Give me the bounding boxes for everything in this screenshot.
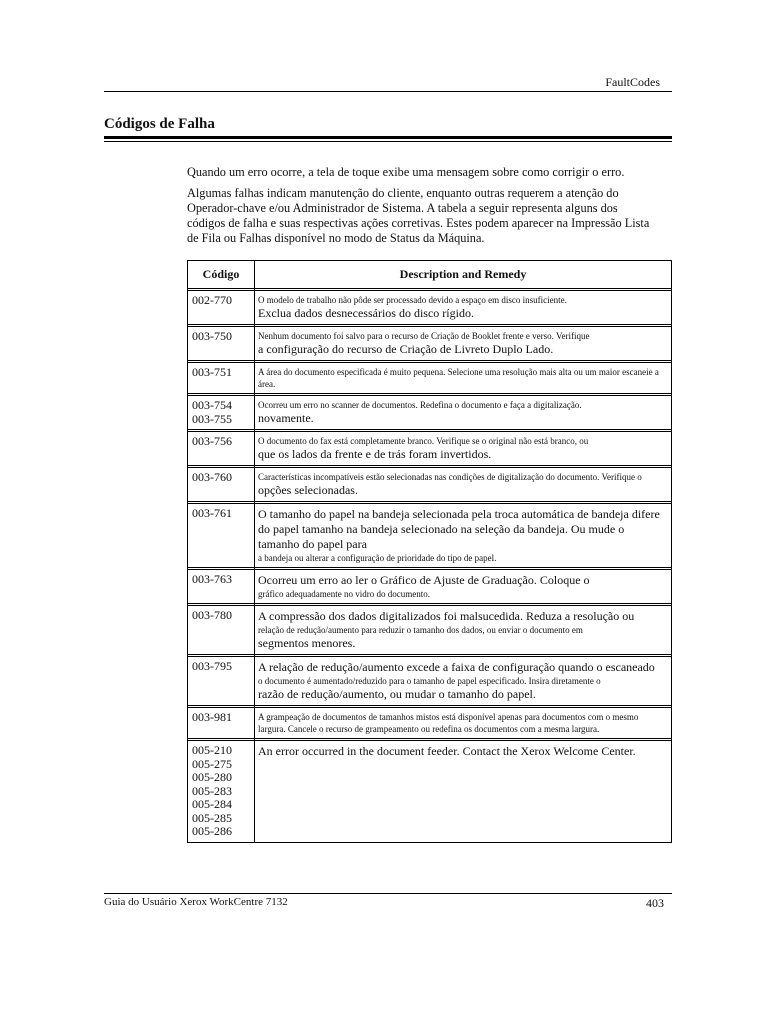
table-body — [188, 289, 672, 843]
table-row — [188, 606, 672, 655]
description-text: Características incompatíveis estão selecionadas nas condições de digitalização do documento. Verifique o — [258, 472, 642, 482]
description-cell — [255, 396, 672, 430]
description-cell — [255, 504, 672, 568]
page-number: 403 — [646, 896, 664, 910]
table-row — [188, 570, 672, 604]
description-text: relação de redução/aumento para reduzir o tamanho dos dados, ou enviar o documento em — [258, 625, 583, 635]
description-text: O tamanho do papel na bandeja selecionada pela troca automática de bandeja difere do papel tamanho na bandeja selecionado na seleção da bandeja. Ou mude o tamanho do papel para — [258, 507, 660, 551]
fault-code: 003-761 — [192, 506, 232, 520]
description-cell — [255, 606, 672, 655]
footer-document-title: Guia do Usuário Xerox WorkCentre 7132 — [104, 896, 288, 908]
description-text: que os lados da frente e de trás foram invertidos. — [258, 447, 492, 461]
description-text: Nenhum documento foi salvo para o recurso de Criação de Booklet frente e verso. Verifique — [258, 331, 590, 341]
column-header-code: Código — [188, 261, 255, 289]
fault-code: 005-210 — [192, 743, 232, 757]
table-row — [188, 504, 672, 568]
description-cell — [255, 708, 672, 739]
description-text: largura. Cancele o recurso de grampeamento ou redefina os documentos com a mesma largura. — [258, 724, 600, 734]
fault-code-cell — [188, 327, 255, 361]
description-text: O modelo de trabalho não pôde ser processado devido a espaço em disco insuficiente. — [258, 295, 567, 305]
description-text: a bandeja ou alterar a configuração de prioridade do tipo de papel. — [258, 553, 497, 563]
fault-code-cell — [188, 657, 255, 706]
fault-code: 003-981 — [192, 710, 232, 724]
fault-code: 005-283 — [192, 783, 232, 798]
table-row — [188, 396, 672, 430]
fault-code: 005-280 — [192, 770, 232, 784]
running-header — [104, 75, 672, 92]
fault-code: 005-275 — [192, 756, 232, 771]
description-cell — [255, 657, 672, 706]
fault-code: 005-285 — [192, 810, 232, 825]
fault-code-cell — [188, 606, 255, 655]
title-rule-thin — [104, 141, 672, 142]
description-cell — [255, 570, 672, 604]
description-text: o documento é aumentado/reduzido para o tamanho de papel especificado. Insira diretamente o — [258, 676, 601, 686]
table-row — [188, 291, 672, 325]
fault-code: 003-795 — [192, 659, 232, 673]
fault-code: 005-284 — [192, 797, 232, 811]
intro-paragraph-1: Quando um erro ocorre, a tela de toque exibe uma mensagem sobre como corrigir o erro. — [187, 165, 625, 179]
fault-code: 003-763 — [192, 572, 232, 586]
table-row — [188, 327, 672, 361]
section-title: Códigos de Falha — [104, 116, 215, 132]
column-header-description: Description and Remedy — [255, 261, 672, 289]
fault-code: 003-760 — [192, 470, 232, 484]
fault-code-cell — [188, 504, 255, 568]
description-text: An error occurred in the document feeder. Contact the Xerox Welcome Center. — [258, 744, 636, 758]
description-text: A relação de redução/aumento excede a faixa de configuração quando o escaneado — [258, 660, 655, 674]
description-text: O documento do fax está completamente branco. Verifique se o original não está branco, ou — [258, 436, 589, 446]
fault-code-cell — [188, 432, 255, 466]
fault-code: 003-780 — [192, 608, 232, 622]
running-title: FaultCodes — [605, 75, 660, 89]
intro-paragraph-2: Algumas falhas indicam manutenção do cliente, enquanto outras requerem a atenção do Operador-chave e/ou Administrador de Sistema. A tabela a seguir representa alguns dos códigos de falha e suas respectivas ações corretivas. Estes podem aparecer na Impressão Lista de Fila ou Falhas disponível no modo de Status da Máquina. — [187, 186, 650, 245]
description-text: A área do documento especificada é muito pequena. Selecione uma resolução mais alta ou um maior escaneie a área. — [258, 367, 659, 389]
description-text: Exclua dados desnecessários do disco rígido. — [258, 306, 474, 320]
table-row — [188, 657, 672, 706]
description-text: novamente. — [258, 411, 314, 425]
fault-codes-table — [187, 260, 672, 843]
description-text: A compressão dos dados digitalizados foi malsucedida. Reduza a resolução ou — [258, 609, 635, 623]
description-text: gráfico adequadamente no vidro do documento. — [258, 589, 430, 599]
fault-code-cell — [188, 570, 255, 604]
fault-code-cell — [188, 741, 255, 843]
description-cell — [255, 432, 672, 466]
footer-rule — [104, 893, 672, 894]
description-text: opções selecionadas. — [258, 483, 358, 497]
fault-code: 003-750 — [192, 329, 232, 343]
title-rule-thick — [104, 136, 672, 139]
description-text: Ocorreu um erro no scanner de documentos. Redefina o documento e faça a digitalização. — [258, 400, 582, 410]
table-row — [188, 468, 672, 502]
fault-code-cell — [188, 468, 255, 502]
description-text: a configuração do recurso de Criação de Livreto Duplo Lado. — [258, 342, 554, 356]
fault-code: 005-286 — [192, 824, 232, 838]
fault-code: 003-751 — [192, 365, 232, 379]
description-cell — [255, 741, 672, 843]
fault-code-cell — [188, 396, 255, 430]
description-cell — [255, 363, 672, 394]
table-row — [188, 708, 672, 739]
table-row — [188, 363, 672, 394]
fault-code: 003-755 — [192, 411, 232, 426]
fault-code: 002-770 — [192, 293, 232, 307]
description-cell — [255, 291, 672, 325]
description-text: A grampeação de documentos de tamanhos mistos está disponível apenas para documentos com o mesmo — [258, 712, 639, 722]
table-row — [188, 741, 672, 843]
fault-code-cell — [188, 291, 255, 325]
description-cell — [255, 468, 672, 502]
fault-code-cell — [188, 708, 255, 739]
table-header-row — [188, 261, 672, 289]
fault-code: 003-754 — [192, 398, 232, 412]
description-text: Ocorreu um erro ao ler o Gráfico de Ajuste de Graduação. Coloque o — [258, 573, 590, 587]
description-cell — [255, 327, 672, 361]
fault-code-cell — [188, 363, 255, 394]
description-text: razão de redução/aumento, ou mudar o tamanho do papel. — [258, 687, 536, 701]
table-row — [188, 432, 672, 466]
description-text: segmentos menores. — [258, 636, 356, 650]
fault-code: 003-756 — [192, 434, 232, 448]
